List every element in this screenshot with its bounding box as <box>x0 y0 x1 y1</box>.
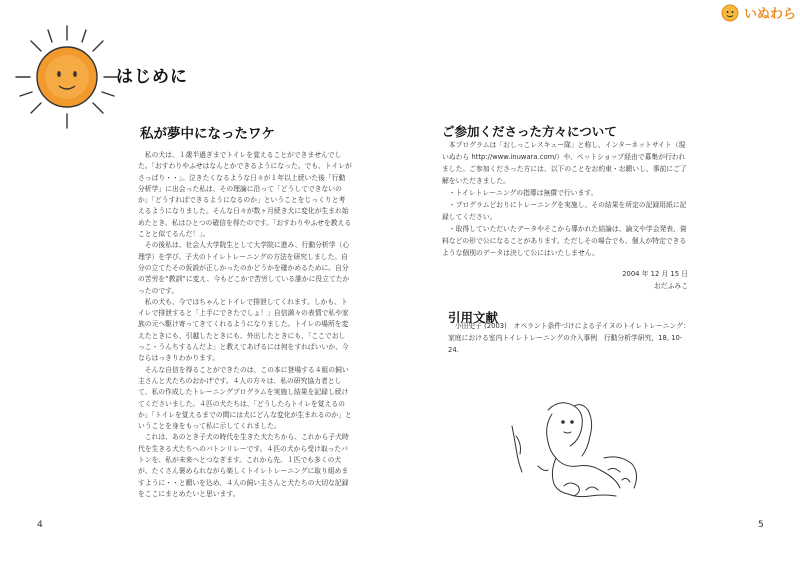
signature-block <box>562 268 688 292</box>
page-number-right: 5 <box>758 520 764 530</box>
page-number-left: 4 <box>37 520 43 530</box>
left-body <box>138 150 352 500</box>
right-paragraph: 本プログラムは「おしっこレスキュー隊」と称し、インターネットサイト（現 いぬわら http://www.inuwara.com/）や、ペットショップ経由で募集が行われました。ご参加くださった方には、以下のことをお約束・お願いし、事前にご了解をいただきました。 <box>442 141 693 185</box>
right-paragraph: ・トイレトレーニングの指導は無償で行います。 <box>448 189 598 197</box>
references-title: 引用文献 <box>448 310 499 325</box>
author: おだふみこ <box>654 282 688 290</box>
references-body <box>448 320 692 356</box>
left-paragraph: そんな自信を得ることができたのは、この本に登場する４組の飼い主さんと犬たちのおかげです。４人の方々は、私の研究協力者として、私の作成したトレーニングプログラムを実施し結果を記録し続けてくださいました。４匹の犬たちは、「どうしたらトイレを覚えるのか」「トイレを覚えるまでの間には犬にどんな変化が生まれるのか」ということを身をもって私に示してくれました。 <box>138 365 352 431</box>
dog-illustration <box>508 396 648 504</box>
left-title: 私が夢中になったワケ <box>140 126 275 142</box>
reference-entry: 小田史子 (2003) オペラント条件づけによる子イヌのトイレトレーニング：家庭における室内トイレトレーニングの介入事例 行動分析学研究，18, 10-24. <box>448 322 690 354</box>
left-paragraph: これは、あのとき子犬の時代を生きた犬たちから、これから子犬時代を生きる犬たちへのバトンリレーです。４匹の犬から受け取ったバトンを、私が未来へとつなぎます。これから先、１匹でも多くの犬が、たくさん褒められながら楽しくトイレトレーニングに取り組めますように・・と願いを込め、４人の飼い主さんと犬たちの大切な記録をここにまとめたいと思います。 <box>138 433 349 498</box>
left-paragraph: 私の犬は、１歳半過ぎまでトイレを覚えることができませんでした。「おすわりやふせはなんとかできるようになった。でも、トイレがさっぱり・・」。泣きたくなるような日々が１年以上続いた後「行動分析学」に出会った私は、その理論に沿って「どうしてできないのか」「どうすればできるようになるのか」ということをじっくりと考えるようになりました。そんな日々が数ヶ月続き犬に変化が生まれ始めたとき、私はひとつの確信を得たのです。「おすわりやふせを教えることと似てるんだ！」。 <box>138 151 352 239</box>
right-paragraph: ・取得していただいたデータやそこから導かれた結論は、論文や学会発表、資料などの形で公になることがあります。ただしその場合でも、個人が特定できるような個別のデータは決して公にはいたしません。 <box>442 225 687 257</box>
date: 2004 年 12 月 15 日 <box>622 270 688 278</box>
sun-illustration <box>12 22 122 132</box>
logo-text: いぬわら <box>744 7 797 22</box>
right-title: ご参加くださった方々について <box>442 124 617 139</box>
section-heading: はじめに <box>116 67 188 87</box>
right-paragraph: ・プログラムどおりにトレーニングを実施し、その結果を所定の記録用紙に記録してください。 <box>442 201 687 221</box>
right-body <box>442 139 692 259</box>
left-paragraph: その後私は、社会人大学院生として大学院に進み、行動分析学（心理学）を学び、子犬のトイレトレーニングの方法を研究しました。自分の立てたその仮説が正しかったのかどうかを確かめるために。自分の苦労を“教訓”に変え、今もどこかで苦労している誰かに役立てたかったのです。 <box>138 241 350 295</box>
left-paragraph: 私の犬も、今ではちゃんとトイレで排泄してくれます。しかも、トイレで排泄すると「上手にできたでしょ！」自信満々の表情で私や家族の元へ駆け寄ってきてくれるようになりました。トイレの場所を変えたときにも、引越したときにも、外出したときにも、「ここでおしっこ・うんちするんだよ」と教えてあげるには何をすればいいか、今ならはっきりわかります。 <box>138 297 349 363</box>
